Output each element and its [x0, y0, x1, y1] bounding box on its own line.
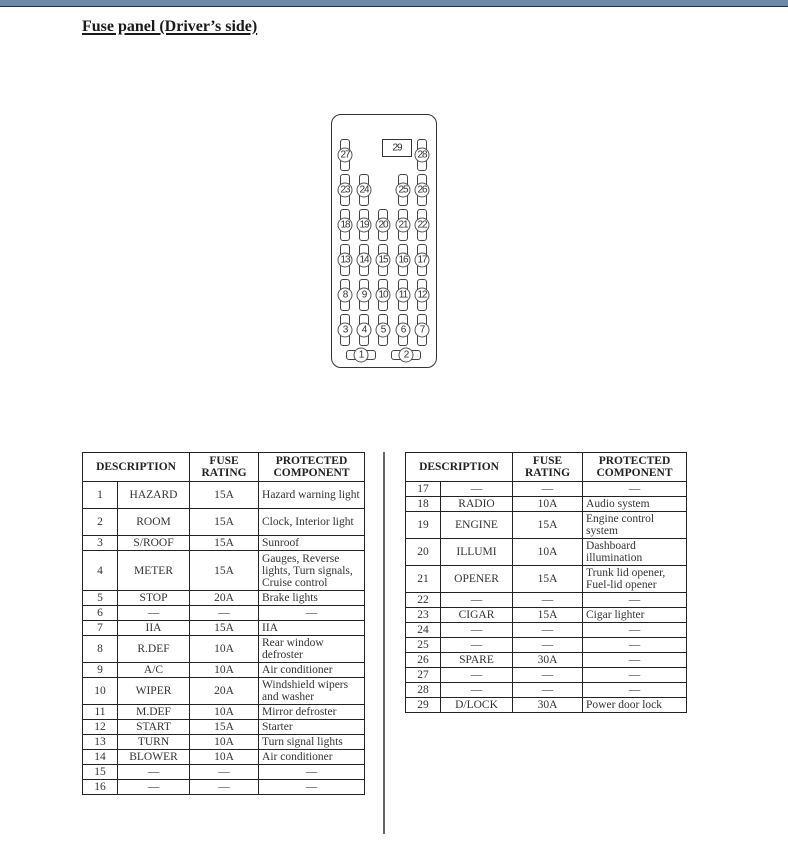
- fuse-slot-22: [417, 209, 427, 241]
- table-row: 2 ROOM 15A Clock, Interior light: [83, 509, 365, 536]
- header-protected-component: PROTECTED COMPONENT: [259, 453, 365, 482]
- table-row: 22 — — —: [406, 593, 687, 608]
- header-protected-component: PROTECTED COMPONENT: [583, 453, 687, 482]
- fuse-slot-14: [359, 244, 369, 276]
- fuse-number-label: 28: [415, 148, 430, 163]
- fuse-slot-10: [378, 279, 388, 311]
- table-row: 27 — — —: [406, 668, 687, 683]
- table-row: 9 A/C 10A Air conditioner: [83, 663, 365, 678]
- fuse-number-label: 1: [354, 348, 369, 363]
- table-row: 7 IIA 15A IIA: [83, 621, 365, 636]
- table-header-row: [406, 453, 687, 482]
- table-row: 17 — — —: [406, 482, 687, 497]
- table-row: 3 S/ROOF 15A Sunroof: [83, 536, 365, 551]
- fuse-number-label: 12: [415, 288, 430, 303]
- fuse-slot-8: [340, 279, 350, 311]
- column-divider: [383, 452, 385, 834]
- fuse-number-label: 11: [396, 288, 411, 303]
- fuse-number-label: 6: [396, 323, 411, 338]
- fuse-slot-1: [346, 350, 376, 360]
- fuse-slot-12: [417, 279, 427, 311]
- fuse-slot-25: [398, 174, 408, 206]
- fuse-number-label: 21: [396, 218, 411, 233]
- table-row: 25 — — —: [406, 638, 687, 653]
- table-row: 6 — — —: [83, 606, 365, 621]
- fuse-slot-17: [417, 244, 427, 276]
- table-row: 4 METER 15A Gauges, Reverse lights, Turn signals, Cruise control: [83, 551, 365, 591]
- fuse-number-label: 25: [396, 183, 411, 198]
- fuse-slot-23: [340, 174, 350, 206]
- table-row: 29 D/LOCK 30A Power door lock: [406, 698, 687, 713]
- page-title: Fuse panel (Driver’s side): [82, 18, 258, 35]
- fuse-number-label: 7: [415, 323, 430, 338]
- table-row: 23 CIGAR 15A Cigar lighter: [406, 608, 687, 623]
- fuse-number-label: 14: [357, 253, 372, 268]
- fuse-number-label: 20: [376, 218, 391, 233]
- table-row: 1 HAZARD 15A Hazard warning light: [83, 482, 365, 509]
- table-header-row: [83, 453, 365, 482]
- table-row: 28 — — —: [406, 683, 687, 698]
- fuse-slot-11: [398, 279, 408, 311]
- fuse-number-label: 23: [338, 183, 353, 198]
- fuse-slot-20: [378, 209, 388, 241]
- fuse-slot-26: [417, 174, 427, 206]
- header-description: DESCRIPTION: [83, 453, 190, 482]
- fuse-number-label: 16: [396, 253, 411, 268]
- table-row: 10 WIPER 20A Windshield wipers and washer: [83, 678, 365, 705]
- fuse-number-label: 5: [376, 323, 391, 338]
- table-row: 16 — — —: [83, 780, 365, 795]
- fuse-table-left: [82, 452, 365, 795]
- table-row: 15 — — —: [83, 765, 365, 780]
- table-row: 11 M.DEF 10A Mirror defroster: [83, 705, 365, 720]
- fuse-slot-2: [391, 350, 421, 360]
- fuse-slot-6: [398, 314, 408, 346]
- fuse-number-label: 9: [357, 288, 372, 303]
- fuse-number-label: 3: [338, 323, 353, 338]
- fuse-slot-15: [378, 244, 388, 276]
- fuse-number-label: 2: [399, 348, 414, 363]
- fuse-number-label: 10: [376, 288, 391, 303]
- header-description: DESCRIPTION: [406, 453, 513, 482]
- fuse-slot-27: [340, 139, 350, 171]
- fuse-number-label: 29: [392, 142, 402, 154]
- fuse-slot-28: [417, 139, 427, 171]
- fuse-slot-29: [382, 139, 412, 157]
- fuse-number-label: 8: [338, 288, 353, 303]
- fuse-number-label: 17: [415, 253, 430, 268]
- fuse-number-label: 22: [415, 218, 430, 233]
- fuse-number-label: 13: [338, 253, 353, 268]
- fuse-slot-4: [359, 314, 369, 346]
- table-row: 5 STOP 20A Brake lights: [83, 591, 365, 606]
- fuse-slot-24: [359, 174, 369, 206]
- fuse-slot-21: [398, 209, 408, 241]
- fuse-number-label: 18: [338, 218, 353, 233]
- fuse-slot-3: [340, 314, 350, 346]
- fuse-slot-13: [340, 244, 350, 276]
- header-fuse-rating: FUSE RATING: [513, 453, 583, 482]
- fuse-number-label: 24: [357, 183, 372, 198]
- fuse-table-right: [405, 452, 687, 713]
- table-row: 20 ILLUMI 10A Dashboard illumination: [406, 539, 687, 566]
- table-row: 12 START 15A Starter: [83, 720, 365, 735]
- fuse-slot-19: [359, 209, 369, 241]
- fuse-slot-9: [359, 279, 369, 311]
- fuse-number-label: 15: [376, 253, 391, 268]
- table-row: 26 SPARE 30A —: [406, 653, 687, 668]
- header-fuse-rating: FUSE RATING: [190, 453, 259, 482]
- fuse-number-label: 27: [338, 148, 353, 163]
- fuse-number-label: 4: [357, 323, 372, 338]
- fuse-slot-18: [340, 209, 350, 241]
- fuse-slot-7: [417, 314, 427, 346]
- table-row: 18 RADIO 10A Audio system: [406, 497, 687, 512]
- fuse-number-label: 26: [415, 183, 430, 198]
- fuse-slot-5: [378, 314, 388, 346]
- fuse-panel-diagram: [331, 114, 437, 368]
- fuse-number-label: 19: [357, 218, 372, 233]
- fuse-slot-16: [398, 244, 408, 276]
- window-header-bar: [0, 0, 788, 7]
- table-row: 24 — — —: [406, 623, 687, 638]
- table-row: 19 ENGINE 15A Engine control system: [406, 512, 687, 539]
- table-row: 21 OPENER 15A Trunk lid opener, Fuel-lid opener: [406, 566, 687, 593]
- table-row: 13 TURN 10A Turn signal lights: [83, 735, 365, 750]
- table-row: 8 R.DEF 10A Rear window defroster: [83, 636, 365, 663]
- table-row: 14 BLOWER 10A Air conditioner: [83, 750, 365, 765]
